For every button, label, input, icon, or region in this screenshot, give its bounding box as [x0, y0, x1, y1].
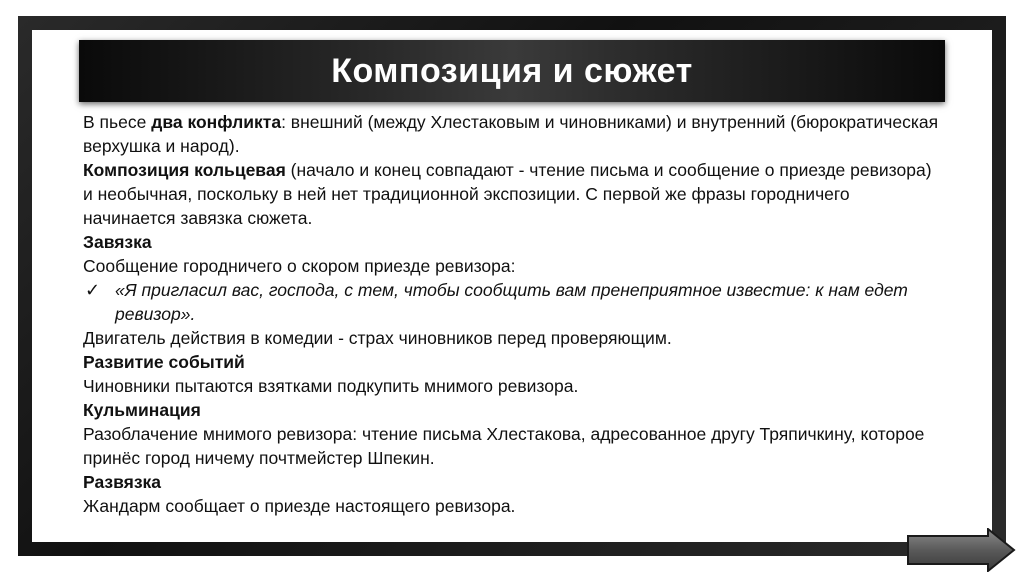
- checkmark-icon: ✓: [85, 280, 101, 300]
- composition-bold: Композиция кольцевая: [83, 160, 286, 180]
- zavyazka-quote: [83, 278, 943, 326]
- composition-text: (начало и конец совпадают - чтение письма и сообщение о приезде ревизора) и необычная, поскольку в ней нет традиционной экспозиции. С первой же фразы городничего начинается завязка сюжета.: [83, 160, 932, 228]
- quote-text: «Я пригласил вас, господа, с тем, чтобы сообщить вам пренеприятное известие: к нам едет ревизор».: [115, 280, 908, 324]
- next-slide-button[interactable]: [906, 528, 1016, 572]
- title-bar: [79, 40, 945, 102]
- slide-content: [83, 110, 943, 518]
- razvitie-heading: Развитие событий: [83, 352, 245, 372]
- razvitie-text: Чиновники пытаются взятками подкупить мнимого ревизора.: [83, 376, 579, 396]
- razvyazka-heading: Развязка: [83, 472, 162, 492]
- razvyazka-text: Жандарм сообщает о приезде настоящего ревизора.: [83, 496, 516, 516]
- zavyazka-text: Сообщение городничего о скором приезде ревизора:: [83, 256, 516, 276]
- slide-title: Композиция и сюжет: [331, 51, 693, 90]
- zavyazka-heading: Завязка: [83, 232, 152, 252]
- conflicts-text: : внешний (между Хлестаковым и чиновниками) и внутренний (бюрократическая верхушка и народ).: [83, 112, 939, 156]
- kulminaciya-heading: Кульминация: [83, 400, 201, 420]
- conflicts-intro: В пьесе: [83, 112, 152, 132]
- kulminaciya-text: Разоблачение мнимого ревизора: чтение письма Хлестакова, адресованное другу Тряпичкину, которое принёс город ничему почтмейстер Шпекин.: [83, 424, 925, 468]
- composition-paragraph: [83, 158, 943, 230]
- zavyazka-after: Двигатель действия в комедии - страх чиновников перед проверяющим.: [83, 328, 672, 348]
- conflicts-bold: два конфликта: [151, 112, 282, 132]
- conflicts-paragraph: [83, 110, 943, 158]
- arrow-right-icon: [906, 528, 1016, 572]
